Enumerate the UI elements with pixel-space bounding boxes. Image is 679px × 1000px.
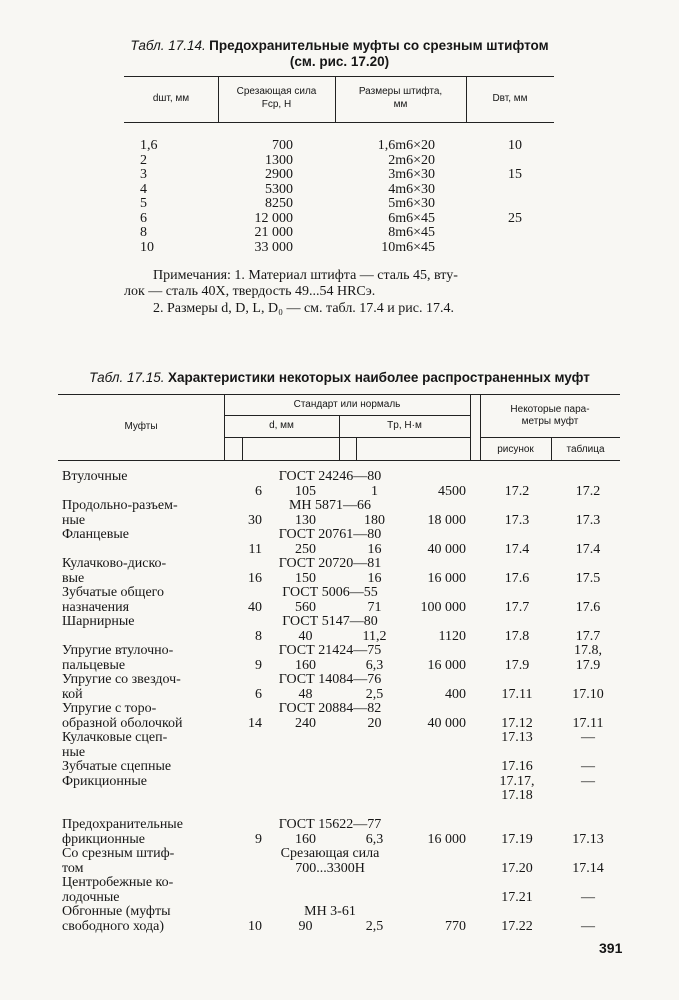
- table2-cell-t: Обгонные (муфты: [62, 904, 171, 919]
- table2-cell-fig: 17.12: [501, 715, 533, 731]
- table1-cell-size: 2m6×20: [388, 152, 435, 168]
- table2-cell-tab: 17.10: [572, 686, 604, 702]
- table2-cell-t: Продольно-разъем-: [62, 498, 178, 513]
- table2-cell-d2: 130: [295, 512, 316, 528]
- table2-cell-d1: 30: [248, 512, 262, 528]
- table1-cell-D: 10: [508, 138, 522, 153]
- table2-cell-tr: 2,5: [365, 686, 384, 702]
- table2-cell-n: 1120: [438, 628, 466, 644]
- table2-cell-tr: 1: [371, 483, 378, 499]
- table2-cell-t: Втулочные: [62, 469, 128, 484]
- table1-note-line2: лок — сталь 40X, твердость 49...54 HRCэ.: [124, 284, 376, 299]
- table1-caption-line2: (см. рис. 17.20): [289, 54, 390, 69]
- table2-cell-t: вые: [62, 570, 85, 586]
- table2-cell-t: пальцевые: [62, 657, 126, 673]
- table1-cell-f: 1300: [265, 152, 293, 168]
- table2-cell-tr: 6,3: [365, 657, 384, 673]
- table1-header-d-bush: Dвт, мм: [492, 93, 528, 104]
- table2-cell-tab: 17.6: [575, 599, 601, 615]
- table2-cell-t: Зубчатые сцепные: [62, 759, 172, 774]
- table2-header-torque: Tр, Н·м: [387, 420, 422, 431]
- table2-cell-tr: 20: [367, 715, 382, 731]
- table2-cell-tr: 2,5: [365, 918, 384, 934]
- table2-cell-g: 700...3300Н: [295, 860, 365, 876]
- table2-cell-tr: 16: [367, 541, 382, 557]
- table1-caption-title: Предохранительные муфты со срезным штифтом: [209, 38, 549, 53]
- table2-cell-n: 16 000: [427, 657, 466, 673]
- table2-cell-d1: 9: [255, 657, 262, 673]
- table2-cell-d1: 9: [255, 831, 262, 847]
- table2-cell-n: 400: [445, 686, 466, 702]
- table2-cell-fig: 17.20: [501, 860, 533, 876]
- table2-cell-n: 16 000: [427, 831, 466, 847]
- table1-note-line3: 2. Размеры d, D, L, D₀ — см. табл. 17.4 и рис. 17.4.: [153, 301, 454, 316]
- table2-cell-fig: 17.16: [501, 759, 533, 774]
- table2-cell-g: МН 3-61: [304, 904, 356, 919]
- table2-cell-fig: 17.7: [504, 599, 530, 615]
- table2-cell-n: 100 000: [420, 599, 466, 615]
- table1-cell-f: 33 000: [254, 239, 293, 255]
- table2-caption-title: Характеристики некоторых наиболее распространенных муфт: [167, 370, 590, 385]
- table2-cell-d2: 90: [298, 918, 313, 934]
- table1-header-force-2: Fср, Н: [261, 99, 292, 110]
- table2-cell-d1: 40: [248, 599, 262, 615]
- table2-cell-tr: 180: [364, 512, 385, 528]
- table1-cell-f: 700: [272, 138, 293, 153]
- table1-header-d-pin: dшт, мм: [152, 93, 190, 104]
- table2-cell-tab: 17.2: [575, 483, 601, 499]
- table2-cell-g: ГОСТ 24246—80: [278, 469, 382, 484]
- table2-cell-d1: 10: [248, 918, 262, 934]
- table2-cell-tr: 11,2: [362, 628, 387, 644]
- table2-cell-tab: —: [581, 918, 595, 934]
- table1-cell-D: 15: [508, 167, 522, 182]
- table2-cell-d2: 105: [295, 483, 316, 499]
- table2-cell-g: ГОСТ 20884—82: [278, 701, 382, 716]
- table2-cell-fig: 17.4: [504, 541, 530, 557]
- table2-cell-n: 16 000: [427, 570, 466, 586]
- table2-cell-tab: —: [581, 889, 595, 905]
- table2-cell-fig: 17.21: [501, 889, 533, 905]
- table1-cell-d: 4: [140, 181, 147, 197]
- table1-header-size-2: мм: [393, 99, 408, 110]
- table2-cell-d1: 11: [248, 541, 262, 557]
- table1-cell-d: 8: [140, 225, 147, 240]
- table2-cell-t: Фланцевые: [62, 527, 129, 542]
- table2-col-divider-7: [356, 437, 357, 460]
- table1-caption: [0, 38, 679, 54]
- table1-cell-d: 6: [140, 210, 147, 226]
- table2-header-d: d, мм: [269, 420, 294, 431]
- table2-cell-t: назначения: [62, 599, 130, 615]
- table2-cell-g: Срезающая сила: [280, 846, 380, 861]
- table2-cell-fig: 17.11: [501, 686, 533, 702]
- table2-cell-d2: 40: [298, 628, 313, 644]
- table1-cell-size: 3m6×30: [388, 167, 435, 182]
- table2-cell-g: ГОСТ 21424—75: [278, 643, 382, 658]
- table2-cell-t: Предохранительные: [62, 817, 183, 832]
- table2-caption-label: Табл. 17.15.: [89, 370, 165, 385]
- table2-cell-fig: 17.18: [501, 788, 533, 803]
- table2-cell-g: ГОСТ 5147—80: [282, 614, 378, 629]
- table1-cell-d: 1,6: [140, 138, 158, 153]
- table2-standard-rule: [224, 415, 470, 416]
- table2-cell-fig: 17.13: [501, 730, 533, 745]
- table2-cell-fig: 17.17,: [499, 773, 535, 789]
- table1-cell-f: 12 000: [254, 210, 293, 226]
- table2-cell-tab: 17.3: [575, 512, 601, 528]
- table2-cell-tab: 17.8,: [574, 643, 602, 658]
- table1-cell-d: 10: [140, 239, 154, 255]
- table1-header-rule: [124, 122, 554, 123]
- table2-cell-t: свободного хода): [62, 918, 165, 934]
- table2-cell-n: 40 000: [427, 715, 466, 731]
- table2-cell-d1: 6: [255, 686, 262, 702]
- table2-header-params-2: метры муфт: [521, 416, 579, 427]
- table2-cell-fig: 17.8: [504, 628, 530, 644]
- table1-cell-size: 1,6m6×20: [377, 138, 435, 153]
- table1-cell-size: 4m6×30: [388, 181, 435, 197]
- table2-cell-g: МН 5871—66: [288, 498, 372, 513]
- table2-cell-n: 18 000: [427, 512, 466, 528]
- table2-header-table: таблица: [566, 444, 605, 455]
- table2-cell-n: 40 000: [427, 541, 466, 557]
- table2-cell-d2: 240: [295, 715, 316, 731]
- table1-cell-f: 2900: [265, 167, 293, 182]
- table2-cell-d2: 250: [295, 541, 316, 557]
- table2-cell-fig: 17.19: [501, 831, 533, 847]
- table2-top-rule: [58, 394, 620, 395]
- table2-cell-fig: 17.9: [504, 657, 530, 673]
- table2-header-rule: [58, 460, 620, 461]
- table2-cell-tab: 17.14: [572, 860, 604, 876]
- table2-cell-t: ные: [62, 744, 86, 760]
- table2-header-params-1: Некоторые пара-: [510, 404, 590, 415]
- table1-cell-d: 5: [140, 196, 147, 211]
- table2-cell-tr: 6,3: [365, 831, 384, 847]
- table1-cell-d: 3: [140, 167, 147, 182]
- table2-cell-g: ГОСТ 20761—80: [278, 527, 382, 542]
- table2-cell-t: Упругие со звездоч-: [62, 672, 181, 687]
- table2-cell-t: Со срезным штиф-: [62, 846, 175, 861]
- table1-cell-d: 2: [140, 152, 147, 168]
- table2-cell-tab: 17.5: [575, 570, 601, 586]
- table2-cell-d2: 160: [295, 831, 316, 847]
- table1-cell-f: 8250: [265, 196, 293, 211]
- table2-cell-n: 4500: [438, 483, 466, 499]
- table2-cell-tab: 17.4: [575, 541, 601, 557]
- table2-cell-tab: 17.11: [572, 715, 604, 731]
- table2-cell-t: лодочные: [62, 889, 120, 905]
- table2-subheader-rule: [224, 437, 470, 438]
- table1-cell-size: 6m6×45: [388, 210, 435, 226]
- table1-note-line1: Примечания: 1. Материал штифта — сталь 45, вту-: [153, 268, 458, 283]
- table1-cell-f: 5300: [265, 181, 293, 197]
- table1-cell-D: 25: [508, 210, 522, 226]
- table2-cell-t: кой: [62, 686, 83, 702]
- table2-header-standard: Стандарт или нормаль: [293, 399, 401, 410]
- page-number: 391: [599, 940, 623, 956]
- table2-cell-t: Шарнирные: [62, 614, 135, 629]
- table2-cell-g: ГОСТ 20720—81: [278, 556, 382, 571]
- table2-cell-fig: 17.22: [501, 918, 533, 934]
- table2-cell-d1: 16: [248, 570, 262, 586]
- table2-cell-tr: 71: [367, 599, 382, 615]
- table2-header-coupling: Муфты: [124, 421, 158, 432]
- table2-cell-g: ГОСТ 14084—76: [278, 672, 382, 687]
- table1-top-rule: [124, 76, 554, 77]
- table2-cell-tab: —: [581, 730, 595, 745]
- table2-cell-d1: 14: [248, 715, 262, 731]
- table2-cell-t: Центробежные ко-: [62, 875, 174, 890]
- table2-cell-g: ГОСТ 15622—77: [278, 817, 382, 832]
- table2-cell-d2: 560: [295, 599, 316, 615]
- table2-cell-d2: 150: [295, 570, 316, 586]
- table2-cell-tab: 17.13: [572, 831, 604, 847]
- table2-cell-t: Кулачково-диско-: [62, 556, 167, 571]
- table1-cell-size: 5m6×30: [388, 196, 435, 211]
- table2-cell-t: Упругие с торо-: [62, 701, 157, 716]
- table2-cell-tr: 16: [367, 570, 382, 586]
- table1-cell-f: 21 000: [254, 225, 293, 240]
- table2-cell-t: Упругие втулочно-: [62, 643, 174, 658]
- table1-header-size-1: Размеры штифта,: [358, 86, 443, 97]
- table2-cell-tab: —: [581, 759, 595, 774]
- table2-cell-tab: —: [581, 773, 595, 789]
- table2-caption: [0, 370, 679, 386]
- table2-cell-t: ные: [62, 512, 86, 528]
- table1-header-force-1: Срезающая сила: [236, 86, 317, 97]
- table2-col-divider-3: [470, 394, 471, 460]
- table2-cell-d2: 160: [295, 657, 316, 673]
- table2-cell-tab: 17.9: [575, 657, 601, 673]
- table1-caption-label: Табл. 17.14.: [130, 38, 206, 53]
- table2-cell-t: фрикционные: [62, 831, 145, 847]
- table2-col-divider-6: [242, 437, 243, 460]
- table2-cell-t: образной оболочкой: [62, 715, 183, 731]
- table2-cell-t: Зубчатые общего: [62, 585, 165, 600]
- table2-cell-d1: 6: [255, 483, 262, 499]
- table2-params-rule: [480, 437, 620, 438]
- table2-cell-fig: 17.6: [504, 570, 530, 586]
- table1-cell-size: 8m6×45: [388, 225, 435, 240]
- table2-cell-t: Фрикционные: [62, 773, 147, 789]
- table2-cell-d2: 48: [298, 686, 313, 702]
- table2-cell-n: 770: [445, 918, 466, 934]
- table2-header-figure: рисунок: [497, 444, 534, 455]
- table2-cell-t: том: [62, 860, 84, 876]
- table2-cell-tab: 17.7: [575, 628, 601, 644]
- table1-cell-size: 10m6×45: [381, 239, 435, 255]
- table2-cell-fig: 17.2: [504, 483, 530, 499]
- table2-cell-d1: 8: [255, 628, 262, 644]
- table2-cell-fig: 17.3: [504, 512, 530, 528]
- table2-cell-g: ГОСТ 5006—55: [282, 585, 378, 600]
- table2-cell-t: Кулачковые сцеп-: [62, 730, 168, 745]
